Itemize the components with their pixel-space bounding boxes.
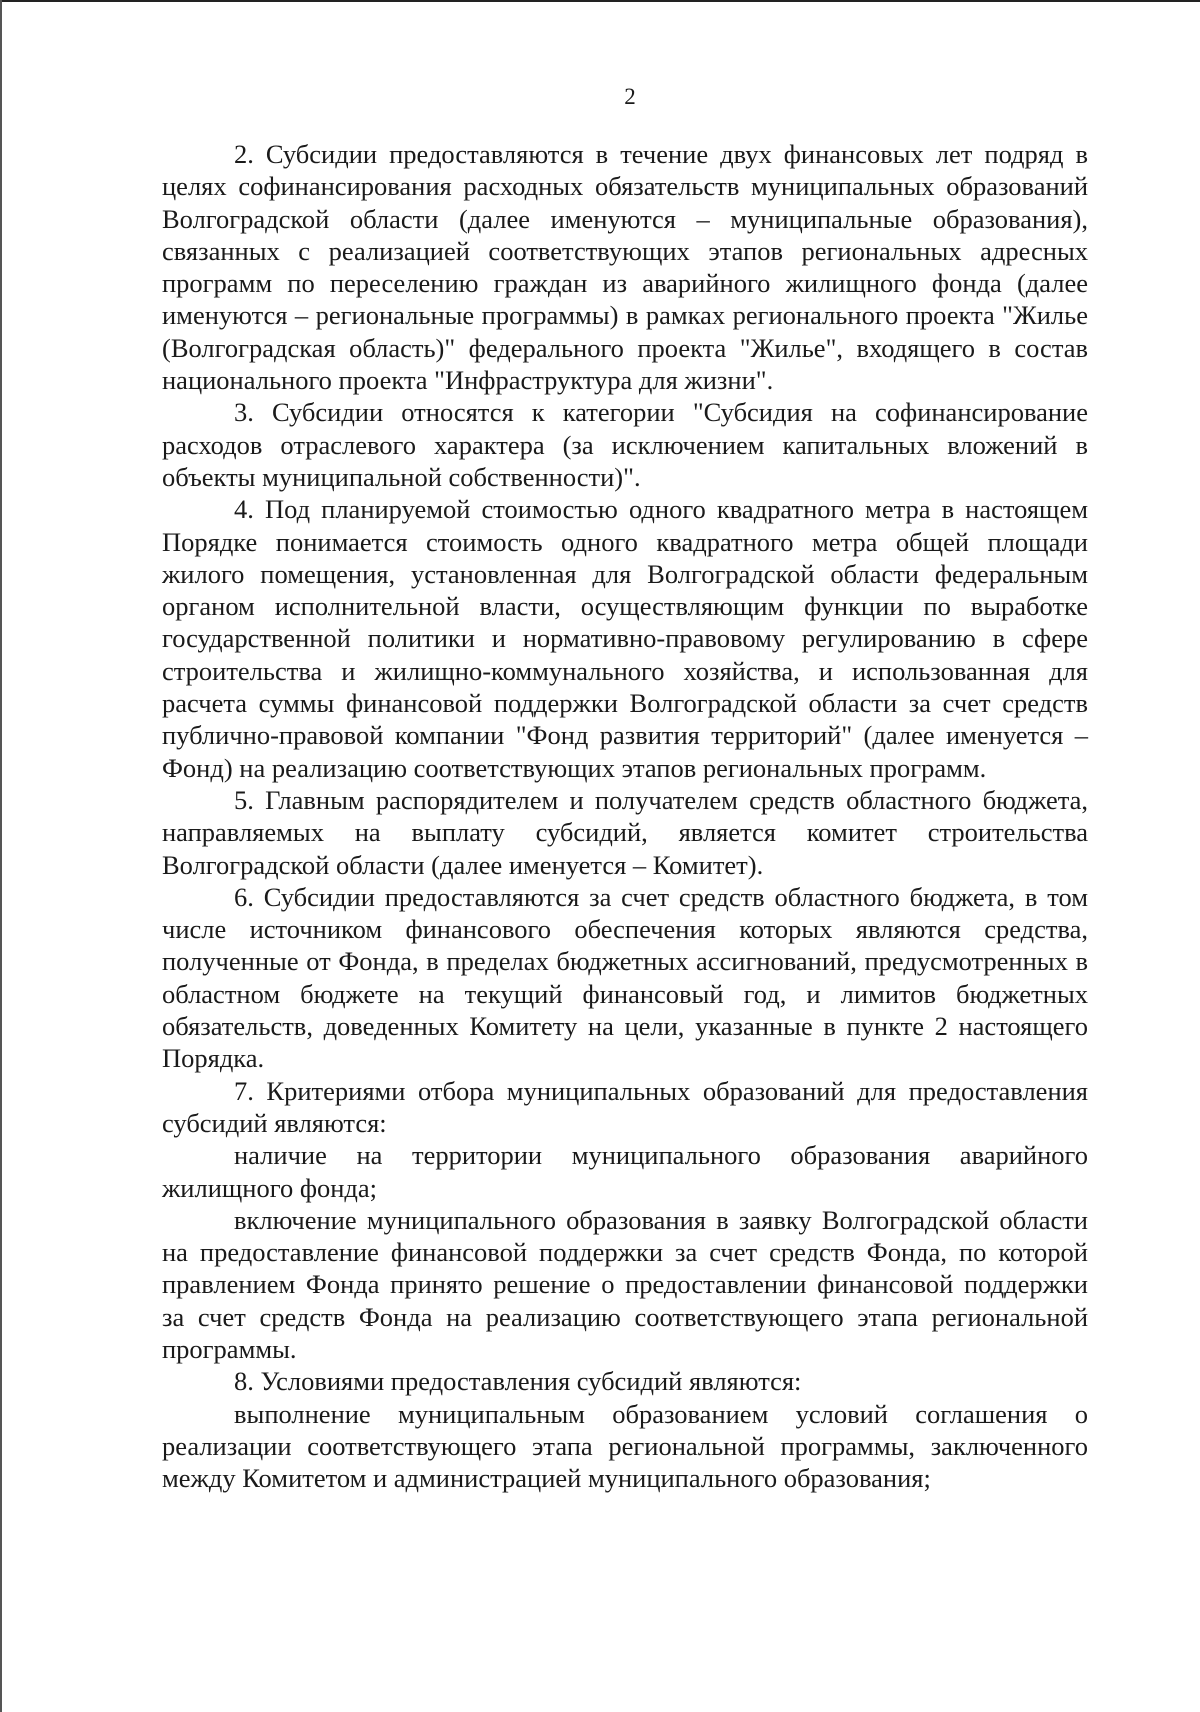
document-body: [162, 138, 1088, 1494]
paragraph-item-3: 3. Субсидии относятся к категории "Субсидия на софинансирование расходов отраслевого характера (за исключением капитальных вложений в объекты муниципальной собственности)".: [162, 397, 1088, 492]
paragraph-item-7: 7. Критериями отбора муниципальных образований для предоставления субсидий являются:: [162, 1075, 1088, 1138]
paragraph-condition-1: выполнение муниципальным образованием условий соглашения о реализации соответствующего этапа региональной программы, заключенного между Комитетом и администрацией муниципального образования;: [162, 1398, 1088, 1494]
paragraph-item-4: 4. Под планируемой стоимостью одного квадратного метра в настоящем Порядке понимается стоимость одного квадратного метра общей площади жилого помещения, установленная для Волгоградской области федеральным органом исполнительной власти, осуществляющим функции по выработке государственной политики и нормативно-правовому регулированию в сфере строительства и жилищно-коммунального хозяйства, и использованная для расчета суммы финансовой поддержки Волгоградской области за счет средств публично-правовой компании "Фонд развития территорий" (далее именуется – Фонд) на реализацию соответствующих этапов региональных программ.: [162, 494, 1088, 783]
scan-border-top: [0, 0, 1200, 2]
paragraph-item-8: 8. Условиями предоставления субсидий являются:: [234, 1366, 802, 1397]
paragraph-criterion-1: наличие на территории муниципального образования аварийного жилищного фонда;: [162, 1140, 1088, 1203]
scan-border-left: [0, 0, 2, 1712]
paragraph-item-6: 6. Субсидии предоставляются за счет средств областного бюджета, в том числе источником финансового обеспечения которых являются средства, полученные от Фонда, в пределах бюджетных ассигнований, предусмотренных в областном бюджете на текущий финансовый год, и лимитов бюджетных обязательств, доведенных Комитету на цели, указанные в пункте 2 настоящего Порядка.: [162, 881, 1088, 1074]
paragraph-criterion-2: включение муниципального образования в заявку Волгоградской области на предоставление финансовой поддержки за счет средств Фонда, по которой правлением Фонда принято решение о предоставлении финансовой поддержки за счет средств Фонда на реализацию соответствующего этапа региональной программы.: [162, 1204, 1088, 1364]
paragraph-item-2: 2. Субсидии предоставляются в течение двух финансовых лет подряд в целях софинансирования расходных обязательств муниципальных образований Волгоградской области (далее именуются – муниципальные образования), связанных с реализацией соответствующих этапов региональных адресных программ по переселению граждан из аварийного жилищного фонда (далее именуются – региональные программы) в рамках регионального проекта "Жилье (Волгоградская область)" федерального проекта "Жилье", входящего в состав национального проекта "Инфраструктура для жизни".: [162, 139, 1088, 396]
paragraph-item-5: 5. Главным распорядителем и получателем средств областного бюджета, направляемых на выплату субсидий, является комитет строительства Волгоградской области (далее именуется – Комитет).: [162, 784, 1088, 880]
page-number: 2: [624, 84, 636, 109]
